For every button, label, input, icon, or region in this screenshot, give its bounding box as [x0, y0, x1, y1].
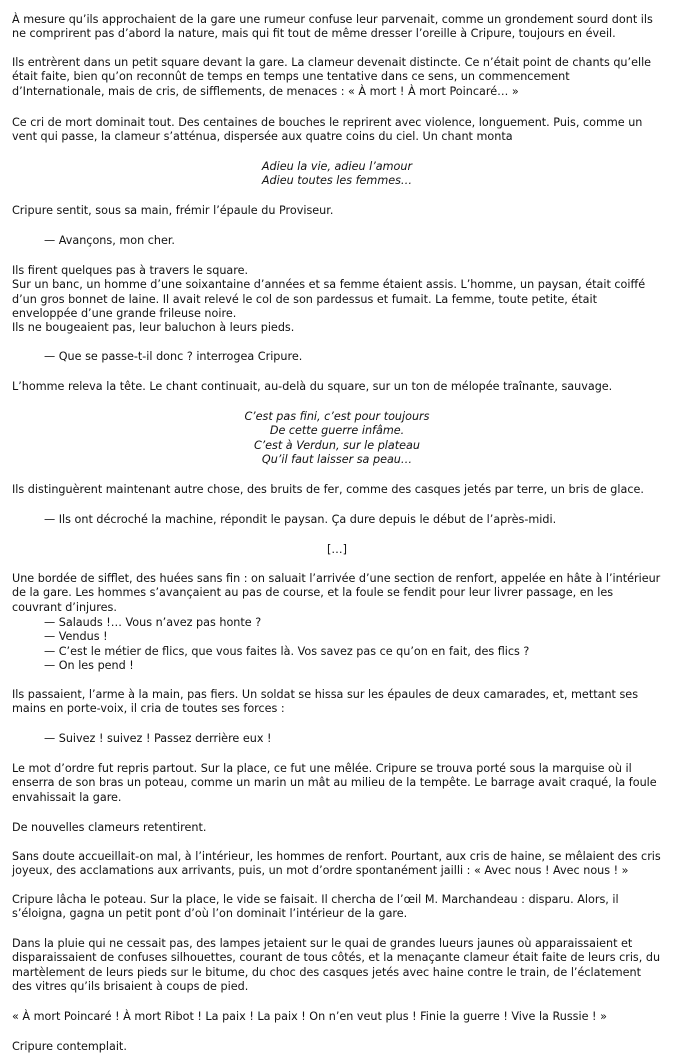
paragraph: Ce cri de mort dominait tout. Des centaines de bouches le reprirent avec violence, longuement. Puis, comme un vent qui passe, la clameur s’atténua, dispersée aux quatre coins du ciel. Un chant monta [12, 116, 643, 144]
paragraph: Cripure sentit, sous sa main, frémir l’épaule du Proviseur. [12, 204, 334, 217]
paragraph: Cripure lâcha le poteau. Sur la place, le vide se faisait. Il chercha de l’œil M. Marchandeau : disparu. Alors, il s’éloigna, gagna un petit pont d’où l’on dominait l’intérieur de la gare. [12, 893, 619, 921]
paragraph: Sans doute accueillait-on mal, à l’intérieur, les hommes de renfort. Pourtant, aux cris de haine, se mêlaient des cris joyeux, des acclamations aux arrivants, puis, un mot d’ordre spontanément jailli : « Avec nous ! Avec nous ! » [12, 850, 661, 878]
paragraph: À mesure qu’ils approchaient de la gare une rumeur confuse leur parvenait, comme un grondement sourd dont ils ne comprirent pas d’abord la nature, mais qui fit tout de même dresser l’oreille à Cripure, toujours en éveil. [12, 13, 653, 41]
verse-line: C’est à Verdun, sur le plateau [254, 438, 420, 452]
dialogue-line: — Vendus ! [44, 630, 108, 644]
verse-line: Adieu toutes les femmes… [261, 174, 413, 188]
paragraph-line: Ils ne bougeaient pas, leur baluchon à leurs pieds. [12, 321, 295, 335]
verse-line: De cette guerre infâme. [269, 424, 405, 438]
dialogue-line: — Salauds !… Vous n’avez pas honte ? [44, 616, 262, 629]
dialogue-line: — Ils ont décroché la machine, répondit le paysan. Ça dure depuis le début de l’après-midi. [44, 513, 557, 526]
paragraph: De nouvelles clameurs retentirent. [12, 821, 207, 834]
paragraph: Le mot d’ordre fut repris partout. Sur la place, ce fut une mêlée. Cripure se trouva porté sous la marquise où il enserra de son bras un poteau, comme un marin un mât au milieu de la tempête. Le barrage avait craqué, la foule envahissait la gare. [12, 762, 657, 804]
paragraph: Ils distinguèrent maintenant autre chose, des bruits de fer, comme des casques jetés par terre, un bris de glace. [12, 483, 644, 496]
dialogue-line: — Suivez ! suivez ! Passez derrière eux ! [44, 732, 272, 745]
verse-stanza [12, 410, 662, 467]
paragraph-group [12, 264, 662, 335]
paragraph: Ils passaient, l’arme à la main, pas fiers. Un soldat se hissa sur les épaules de deux camarades, et, mettant ses mains en porte-voix, il cria de toutes ses forces : [12, 688, 639, 716]
dialogue-line: — On les pend ! [44, 658, 134, 672]
verse-stanza [12, 160, 662, 189]
paragraph-line: Sur un banc, un homme d’une soixantaine d’années et sa femme étaient assis. L’homme, un paysan, était coiffé d’un gros bonnet de laine. Il avait relevé le col de son pardessus et fumait. La femme, toute petite, était enveloppée d’une grande frileuse noire. [12, 278, 646, 320]
dialogue-line: — Avançons, mon cher. [44, 234, 175, 247]
dialogue-line: — C’est le métier de flics, que vous faites là. Vos savez pas ce qu’on en fait, des flics ? [44, 644, 530, 658]
verse-line: Adieu la vie, adieu l’amour [261, 160, 413, 173]
verse-line: C’est pas fini, c’est pour toujours [244, 410, 430, 423]
paragraph-line: Ils firent quelques pas à travers le square. [12, 264, 249, 277]
paragraph: Dans la pluie qui ne cessait pas, des lampes jetaient sur le quai de grandes lueurs jaunes où apparaissaient et disparaissaient de confuses silhouettes, courant de tous côtés, et la menaçante clameur était faite de leurs cris, du martèlement de leurs pieds sur le bitume, du choc des casques jetés avec haine contre le train, de l’éclatement des vitres qu’ils brisaient à coups de pied. [12, 937, 661, 993]
dialogue-group [12, 616, 673, 673]
dialogue-line: — Que se passe-t-il donc ? interrogea Cripure. [44, 350, 303, 363]
paragraph: Une bordée de sifflet, des huées sans fin : on saluait l’arrivée d’une section de renfort, appelée en hâte à l’intérieur de la gare. Les hommes s’avançaient au pas de course, et la foule se fendit pour leur livrer passage, en les couvrant d’injures. [12, 572, 661, 614]
verse-line: Qu’il faut laisser sa peau… [261, 452, 413, 466]
paragraph: Ils entrèrent dans un petit square devant la gare. La clameur devenait distincte. Ce n’était point de chants qu’elle était faite, bien qu’on reconnût de temps en temps une tentative dans ce sens, un commencement d’Internationale, mais de cris, de sifflements, de menaces : « À mort ! À mort Poincaré… » [12, 56, 652, 98]
ellipsis-marker: […] [327, 543, 347, 556]
paragraph: Cripure contemplait. [12, 1040, 127, 1053]
paragraph: « À mort Poincaré ! À mort Ribot ! La paix ! La paix ! On n’en veut plus ! Finie la guerre ! Vive la Russie ! » [12, 1010, 607, 1023]
paragraph: L’homme releva la tête. Le chant continuait, au-delà du square, sur un ton de mélopée traînante, sauvage. [12, 380, 613, 393]
